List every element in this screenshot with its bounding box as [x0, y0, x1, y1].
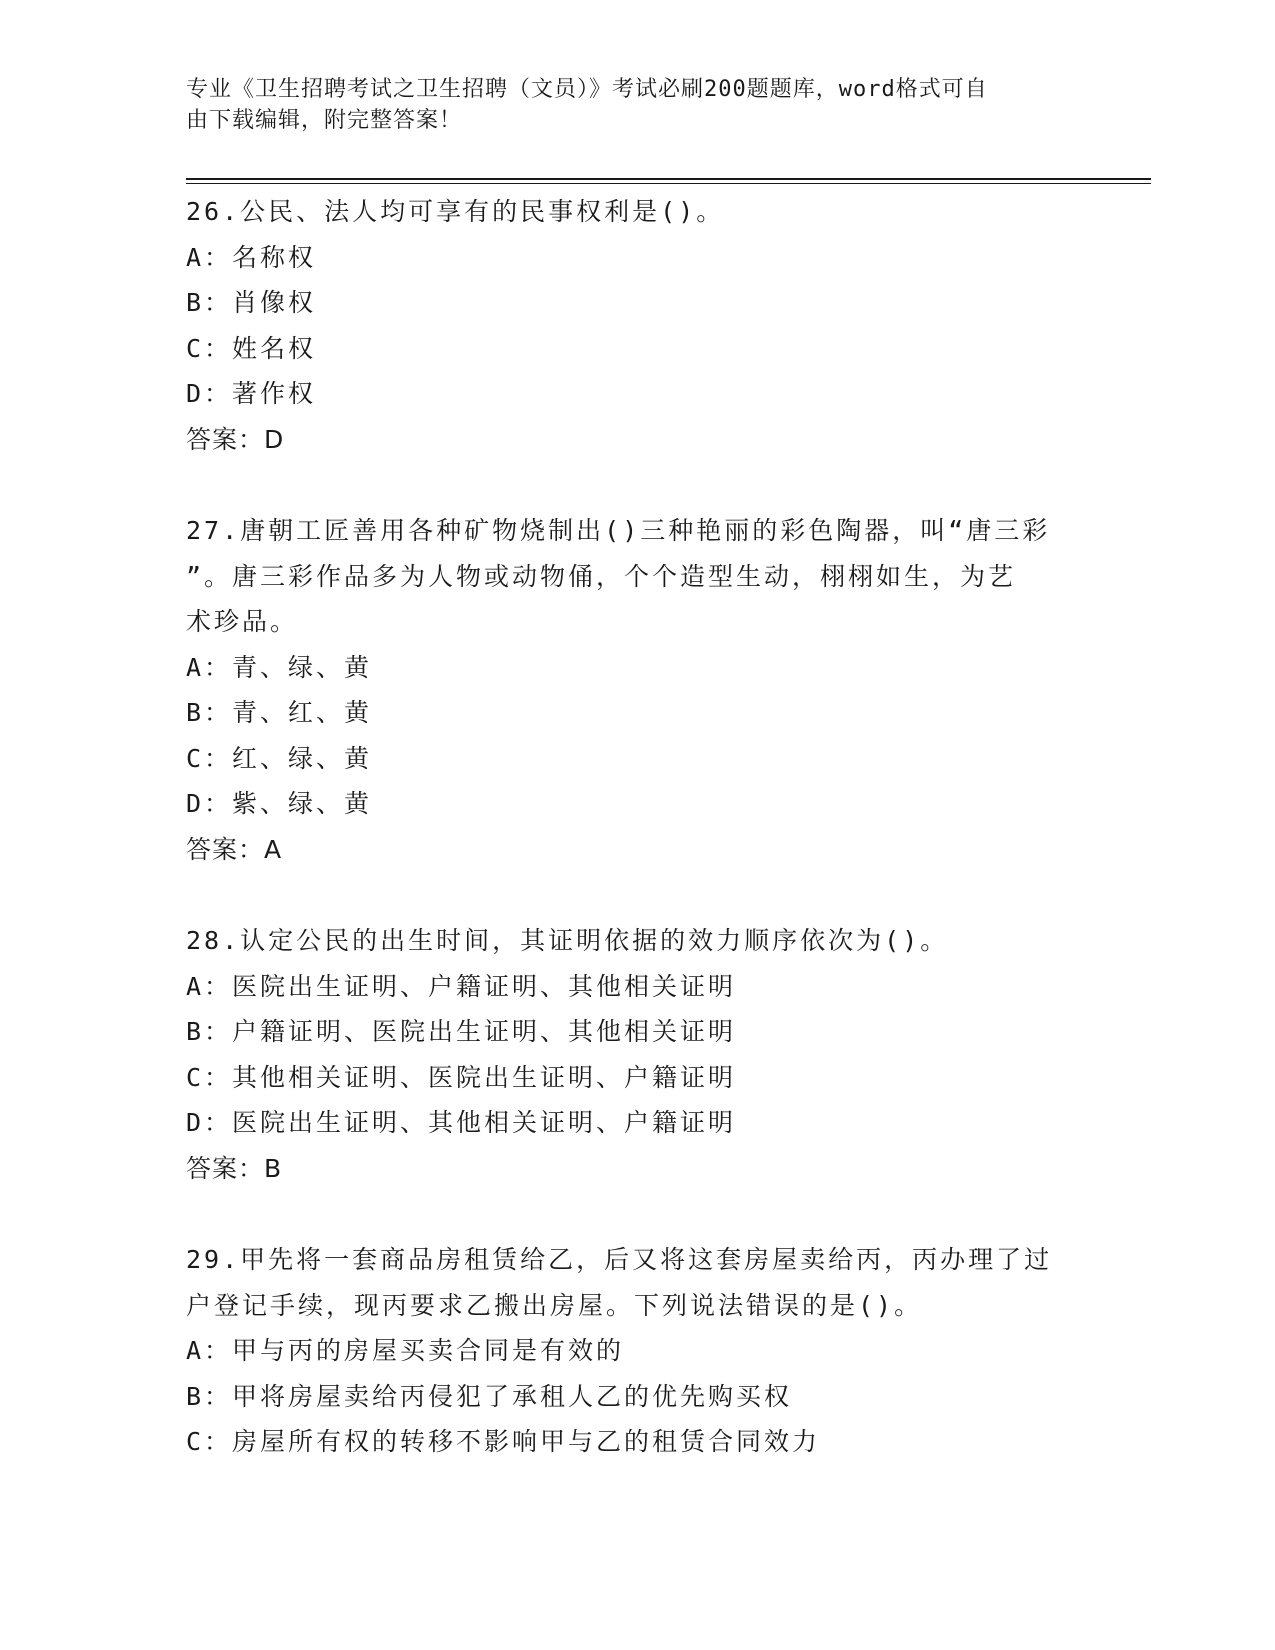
- question-27: [186, 508, 1086, 872]
- answer-line: 答案：A: [186, 834, 283, 864]
- header-line-2: 由下载编辑，附完整答案！: [186, 108, 463, 133]
- question-28: [186, 918, 1086, 1191]
- option-c: C：红、绿、黄: [186, 743, 373, 773]
- option-b: B：甲将房屋卖给丙侵犯了承租人乙的优先购买权: [186, 1381, 793, 1411]
- option-a: A：名称权: [186, 242, 317, 272]
- option-a: A：甲与丙的房屋买卖合同是有效的: [186, 1336, 625, 1365]
- question-stem-line-1: 29.甲先将一套商品房租赁给乙，后又将这套房屋卖给丙，丙办理了过: [186, 1245, 1053, 1274]
- question-stem: 28.认定公民的出生时间，其证明依据的效力顺序依次为()。: [186, 926, 949, 955]
- question-stem: 26.公民、法人均可享有的民事权利是()。: [186, 197, 725, 226]
- header-line-1: 专业《卫生招聘考试之卫生招聘（文员）》考试必刷200题题库，word格式可自: [186, 77, 988, 102]
- header-divider-thin: [186, 183, 1151, 184]
- option-b: B：青、红、黄: [186, 698, 373, 727]
- option-d: D：紫、绿、黄: [186, 789, 373, 818]
- option-a: A：青、绿、黄: [186, 652, 373, 682]
- question-stem-line-2: ”。唐三彩作品多为人物或动物俑，个个造型生动，栩栩如生，为艺: [186, 561, 1017, 591]
- answer-line: 答案：D: [186, 424, 285, 454]
- option-d: D：著作权: [186, 379, 317, 408]
- question-26: [186, 189, 1086, 462]
- option-b: B：户籍证明、医院出生证明、其他相关证明: [186, 1017, 737, 1046]
- option-a: A：医院出生证明、户籍证明、其他相关证明: [186, 971, 737, 1001]
- answer-line: 答案：B: [186, 1153, 283, 1183]
- question-stem-line-1: 27.唐朝工匠善用各种矿物烧制出()三种艳丽的彩色陶器，叫“唐三彩: [186, 516, 1051, 545]
- option-d: D：医院出生证明、其他相关证明、户籍证明: [186, 1108, 737, 1137]
- option-c: C：房屋所有权的转移不影响甲与乙的租赁合同效力: [186, 1427, 821, 1456]
- option-b: B：肖像权: [186, 288, 317, 317]
- question-stem-line-2: 户登记手续，现丙要求乙搬出房屋。下列说法错误的是()。: [186, 1290, 923, 1320]
- question-stem-line-3: 术珍品。: [186, 607, 299, 636]
- document-header: [186, 74, 1066, 136]
- question-list: [186, 189, 1086, 1511]
- option-c: C：其他相关证明、医院出生证明、户籍证明: [186, 1062, 737, 1092]
- header-divider-thick: [186, 178, 1151, 180]
- question-29: [186, 1237, 1086, 1465]
- option-c: C：姓名权: [186, 333, 317, 363]
